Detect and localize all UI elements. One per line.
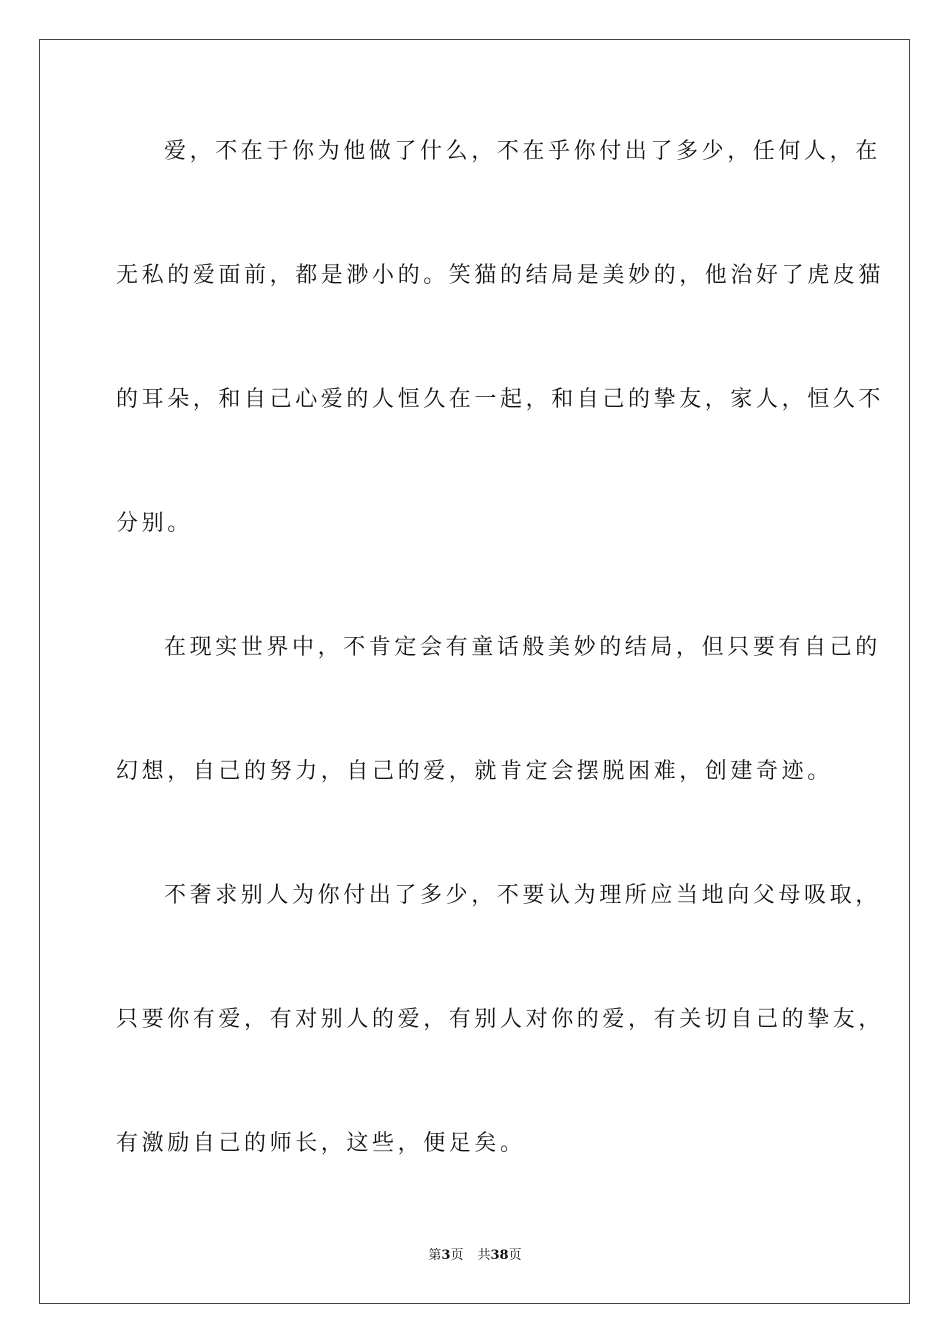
text-line: 不奢求别人为你付出了多少，不要认为理所应当地向父母吸取， (164, 883, 881, 908)
text-line: 爱，不在于你为他做了什么，不在乎你付出了多少，任何人，在 (164, 139, 881, 164)
text-line: 分别。 (116, 511, 193, 536)
text-line: 无私的爱面前，都是渺小的。笑猫的结局是美妙的，他治好了虎皮猫 (116, 263, 885, 288)
total-prefix: 共 (477, 1248, 491, 1263)
text-line: 在现实世界中，不肯定会有童话般美妙的结局，但只要有自己的 (164, 635, 881, 660)
text-line: 只要你有爱，有对别人的爱，有别人对你的爱，有关切自己的挚友， (116, 1007, 885, 1032)
total-suffix: 页 (508, 1248, 522, 1263)
page-suffix: 页 (450, 1248, 464, 1263)
text-line: 有激励自己的师长，这些，便足矣。 (116, 1131, 526, 1156)
total-pages: 38 (490, 1248, 509, 1263)
page-border (39, 39, 910, 1304)
text-line: 的耳朵，和自己心爱的人恒久在一起，和自己的挚友，家人，恒久不 (116, 387, 885, 412)
text-line: 幻想，自己的努力，自己的爱，就肯定会摆脱困难，创建奇迹。 (116, 759, 833, 784)
page-prefix: 第 (428, 1248, 442, 1263)
page-number: 3 (441, 1248, 451, 1263)
page-footer (0, 1246, 950, 1266)
